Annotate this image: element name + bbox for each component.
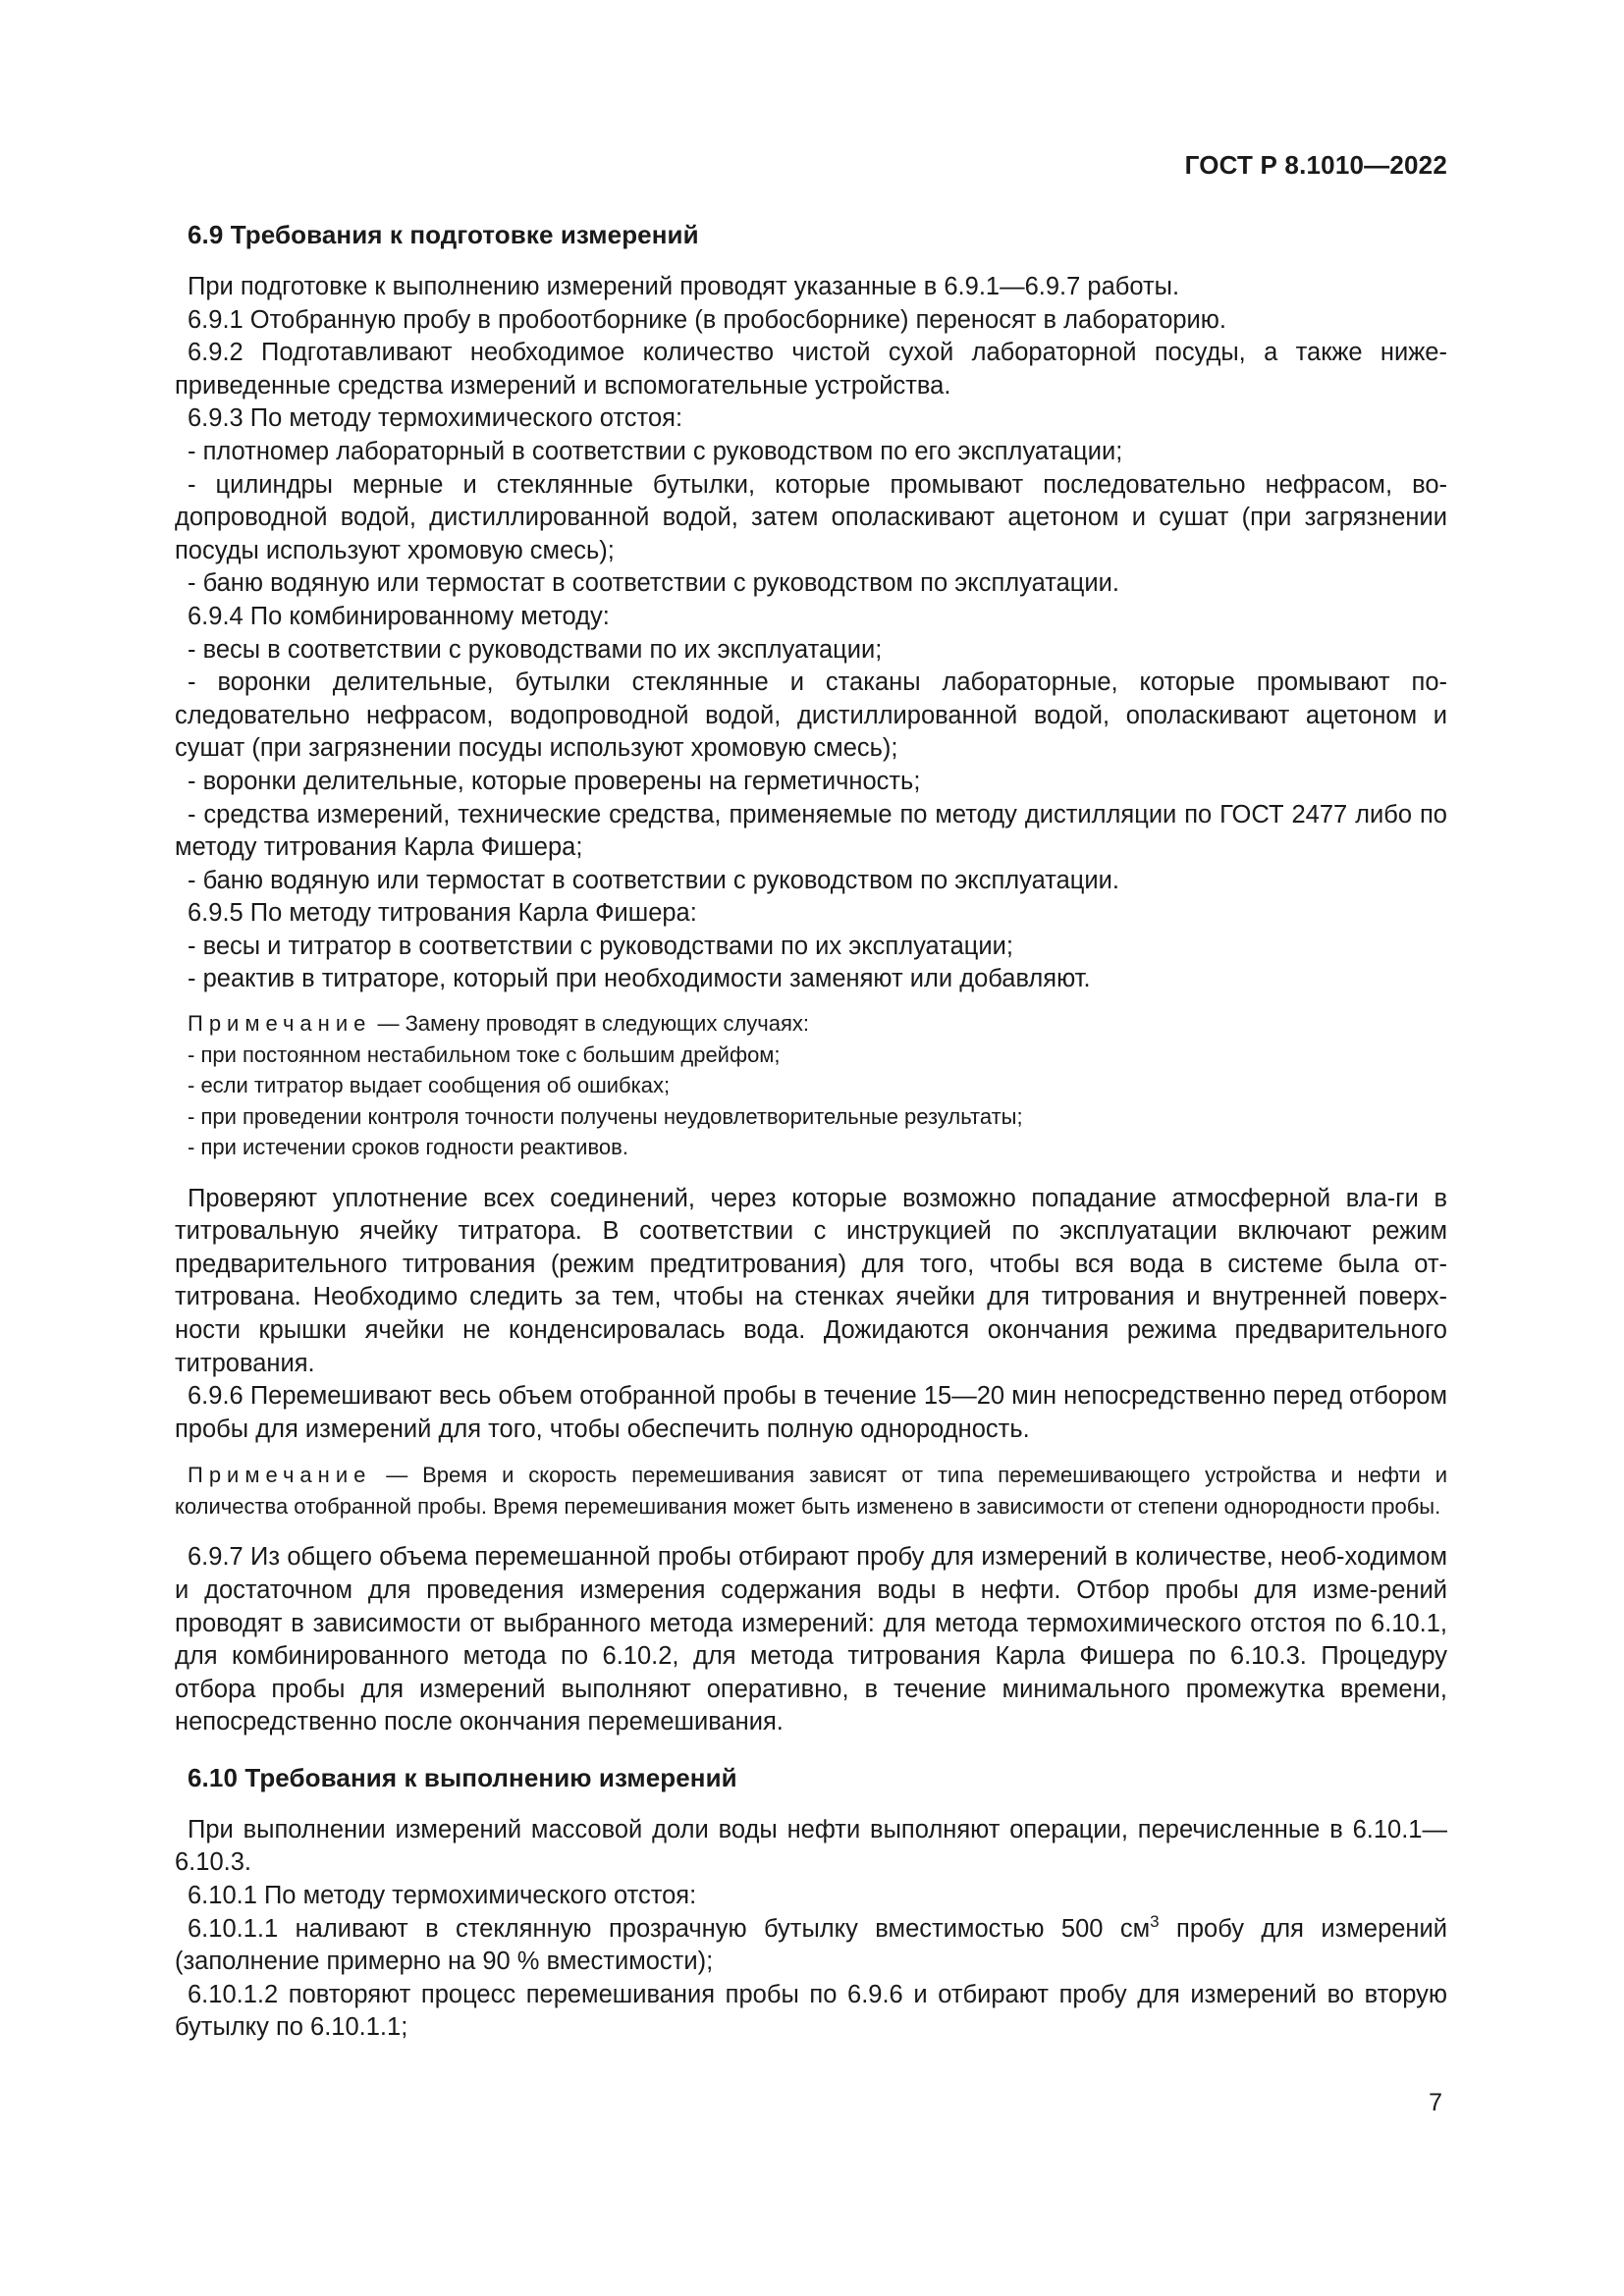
note-reagent-replacement (175, 1008, 1447, 1163)
paragraph: 6.9.5 По методу титрования Карла Фишера: (188, 899, 697, 928)
paragraph: При подготовке к выполнению измерений проводят указанные в 6.9.1—6.9.7 работы. (188, 273, 1180, 300)
paragraph: 6.9.7 Из общего объема перемешанной пробы отбирают пробу для измерений в количестве, необ-ходимом и достаточном для проведения измерения содержания воды в нефти. Отбор пробы для изме-рений проводят в зависимости от выбранного метода измерений: для метода термохимического отстоя по 6.10.1, для комбинированного метода по 6.10.2, для метода титрования Карла Фишера по 6.10.3. Процедуру отбора пробы для измерений выполняют оперативно, в течение минимального промежутка времени, непосредственно после окончания перемешивания. (175, 1543, 1447, 1736)
section-6-10-paragraphs (175, 1814, 1447, 2045)
note-lead: — Замену проводят в следующих случаях: (371, 1011, 810, 1037)
section-heading-6-10: 6.10 Требования к выполнению измерений (188, 1762, 737, 1792)
paragraph: 6.10.1.2 повторяют процесс перемешивания пробы по 6.9.6 и отбирают пробу для измерений во вторую бутылку по 6.10.1.1; (175, 1980, 1447, 2042)
list-item: - средства измерений, технические средства, применяемые по методу дистилляции по ГОСТ 2477 либо по методу титрования Карла Фишера; (175, 800, 1447, 862)
list-item: - весы в соответствии с руководствами по их эксплуатации; (188, 635, 883, 664)
superscript: 3 (1150, 1911, 1160, 1931)
list-item: - воронки делительные, бутылки стеклянные и стаканы лабораторные, которые промывают по-следовательно нефрасом, водопроводной водой, дистиллированной водой, ополаскивают ацетоном и сушат (при загрязнении посуды используют хромовую смесь); (175, 668, 1447, 763)
section-6-9-paragraphs-3 (175, 1541, 1447, 1739)
page-number: 7 (1429, 2089, 1442, 2116)
note-item: - при постоянном нестабильном токе с большим дрейфом; (188, 1041, 781, 1067)
list-item: - воронки делительные, которые проверены на герметичность; (188, 767, 921, 795)
note-item: - при истечении сроков годности реактивов. (188, 1135, 628, 1160)
list-item: - цилиндры мерные и стеклянные бутылки, которые промывают последовательно нефрасом, во-допроводной водой, дистиллированной водой, затем ополаскивают ацетоном и сушат (при загрязнении посуды используют хромовую смесь); (175, 470, 1447, 564)
paragraph: 6.9.6 Перемешивают весь объем отобранной пробы в течение 15—20 мин непосредственно перед отбором пробы для измерений для того, чтобы обеспечить полную однородность. (175, 1382, 1447, 1443)
note-text (175, 1460, 1447, 1522)
paragraph: Проверяют уплотнение всех соединений, через которые возможно попадание атмосферной вла-ги в титровальную ячейку титратора. В соответствии с инструкцией по эксплуатации включают режим предварительного титрования (режим предтитрования) для того, чтобы вся вода в системе была от-титрована. Необходимо следить за тем, чтобы на стенках ячейки для титрования и внутренней поверх-ности крышки ячейки не конденсировалась вода. Дожидаются окончания режима предварительного титрования. (175, 1184, 1447, 1377)
paragraph: 6.10.1 По методу термохимического отстоя: (188, 1882, 697, 1910)
note-label: Примечание (188, 1011, 372, 1037)
note-header (188, 1008, 1447, 1040)
note-body: — Время и скорость перемешивания зависят от типа перемешивающего устройства и нефти и количества отобранной пробы. Время перемешивания может быть изменено в зависимости от степени однородности пробы. (175, 1463, 1447, 1519)
paragraph: 6.9.2 Подготавливают необходимое количество чистой сухой лабораторной посуды, а также ниже-приведенные средства измерений и вспомогательные устройства. (175, 339, 1447, 400)
list-item: - реактив в титраторе, который при необходимости заменяют или добавляют. (188, 965, 1091, 993)
paragraph: 6.9.4 По комбинированному методу: (188, 602, 610, 630)
list-item: - плотномер лабораторный в соответствии с руководством по его эксплуатации; (188, 437, 1123, 465)
note-item: - при проведении контроля точности получены неудовлетворительные результаты; (188, 1103, 1023, 1129)
section-6-9-paragraphs-2 (175, 1183, 1447, 1447)
note-mixing-time (175, 1460, 1447, 1522)
paragraph-text: пробу для измерений (заполнение примерно на 90 % вместимости); (175, 1914, 1447, 1976)
list-item: - баню водяную или термостат в соответствии с руководством по эксплуатации. (188, 569, 1119, 598)
document-body (175, 218, 1447, 2045)
paragraph: 6.9.1 Отобранную пробу в пробоотборнике (в пробосборнике) переносят в лабораторию. (188, 305, 1227, 334)
section-6-9-paragraphs (175, 271, 1447, 996)
paragraph-text: 6.10.1.1 наливают в стеклянную прозрачную бутылку вместимостью 500 см (188, 1914, 1151, 1943)
list-item: - весы и титратор в соответствии с руководствами по их эксплуатации; (188, 932, 1013, 960)
document-code: ГОСТ Р 8.1010—2022 (1184, 150, 1447, 180)
paragraph: 6.9.3 По методу термохимического отстоя: (188, 404, 683, 433)
note-item: - если титратор выдает сообщения об ошибках; (188, 1073, 671, 1098)
section-heading-6-9: 6.9 Требования к подготовке измерений (188, 220, 699, 249)
list-item: - баню водяную или термостат в соответствии с руководством по эксплуатации. (188, 866, 1119, 894)
paragraph: При выполнении измерений массовой доли воды нефти выполняют операции, перечисленные в 6.10.1—6.10.3. (175, 1815, 1447, 1877)
paragraph (175, 1913, 1447, 1979)
note-label: Примечание (188, 1463, 372, 1488)
